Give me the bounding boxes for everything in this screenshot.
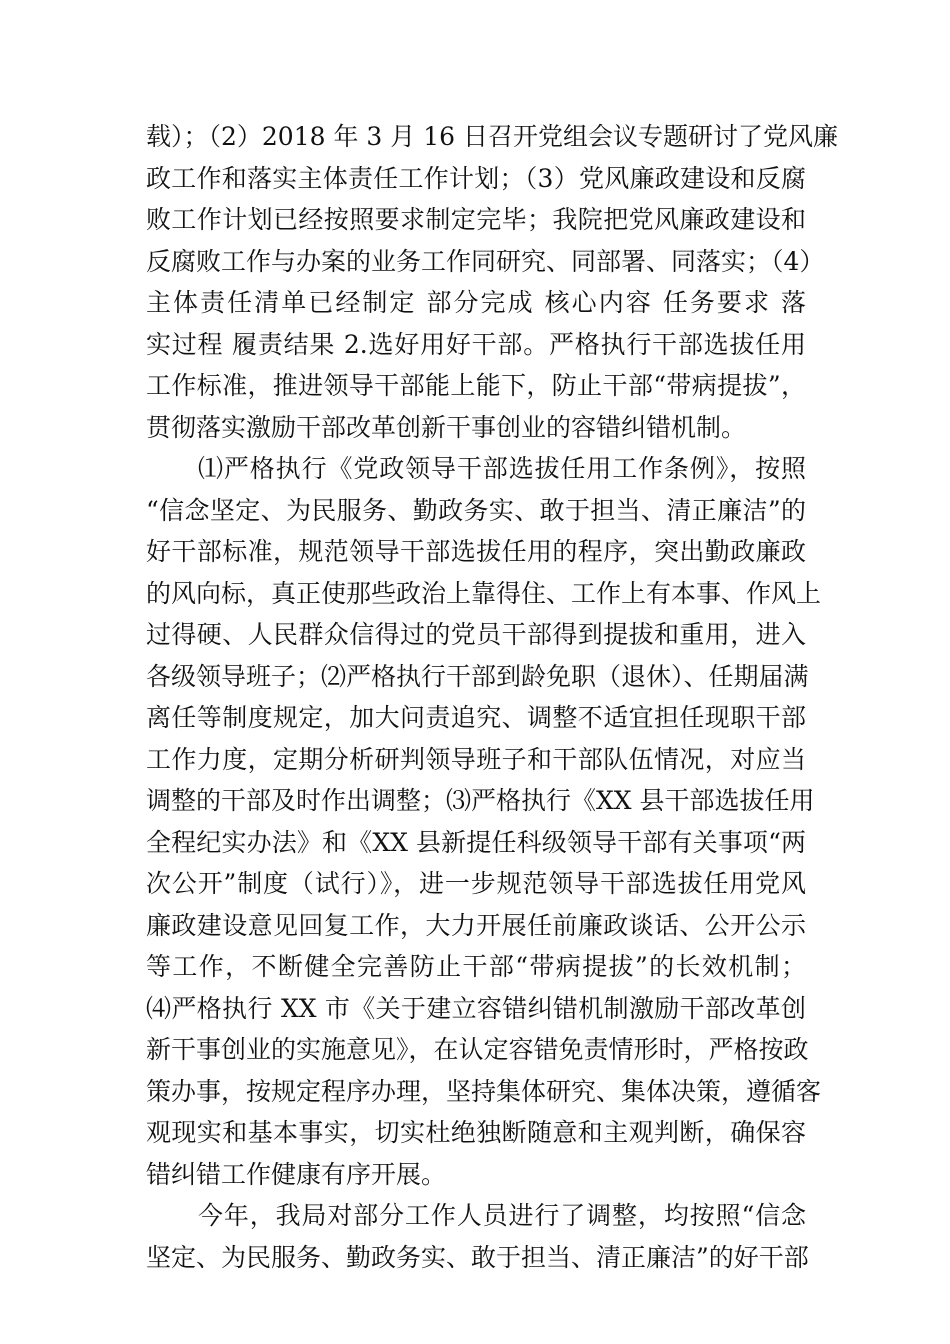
text-line: 今年，我局对部分工作人员进行了调整，均按照“信念 [198,1201,806,1230]
text-line: 新干事创业的实施意见》，在认定容错免责情形时，严格按政 [146,1035,809,1064]
text-line: “信念坚定、为民服务、勤政务实、敢于担当、清正廉洁”的 [146,495,806,525]
text-line: 次公开”制度（试行）》，进一步规范领导干部选拔任用党风 [146,869,806,898]
text-line: 过得硬、人民群众信得过的党员干部得到提拔和重用，进入 [146,620,806,649]
text-line: 政工作和落实主体责任工作计划；（3）党风廉政建设和反腐 [146,163,806,193]
document-body [146,116,838,1278]
text-line: ⑴严格执行《党政领导干部选拔任用工作条例》，按照 [198,454,806,483]
text-line: 策办事，按规定程序办理，坚持集体研究、集体决策，遵循客 [146,1076,822,1106]
text-line: 反腐败工作与办案的业务工作同研究、同部署、同落实；（4） [146,246,825,276]
text-line: 工作标准，推进领导干部能上能下，防止干部“带病提拔”， [146,371,806,400]
text-line: 坚定、为民服务、勤政务实、敢于担当、清正廉洁”的好干部 [146,1242,809,1272]
text-line: 全程纪实办法》和《XX 县新提任科级领导干部有关事项“两 [146,827,806,857]
text-line: 工作力度，定期分析研判领导班子和干部队伍情况，对应当 [146,744,806,774]
text-line: ⑷严格执行 XX 市《关于建立容错纠错机制激励干部改革创 [146,993,806,1023]
text-line: 廉政建设意见回复工作，大力开展任前廉政谈话、公开公示 [146,910,806,940]
text-line: 错纠错工作健康有序开展。 [146,1159,447,1189]
text-line: 败工作计划已经按照要求制定完毕；我院把党风廉政建设和 [146,205,806,234]
text-line: 等工作，不断健全完善防止干部“带病提拔”的长效机制； [146,952,806,981]
text-line: 调整的干部及时作出调整；⑶严格执行《XX 县干部选拔任用 [146,786,815,815]
text-line: 观现实和基本事实，切实杜绝独断随意和主观判断，确保容 [146,1118,806,1147]
text-line: 载）；（2）2018 年 3 月 16 日召开党组会议专题研讨了党风廉 [146,122,838,151]
text-line: 离任等制度规定，加大问责追究、调整不适宜担任现职干部 [146,703,806,732]
text-line: 各级领导班子；⑵严格执行干部到龄免职（退休）、任期届满 [146,661,809,691]
text-line: 好干部标准，规范领导干部选拔任用的程序，突出勤政廉政 [146,537,806,566]
text-line: 主体责任清单已经制定 部分完成 核心内容 任务要求 落 [146,288,806,317]
text-line: 贯彻落实激励干部改革创新干事创业的容错纠错机制。 [146,412,747,442]
text-line: 的风向标，真正使那些政治上靠得住、工作上有本事、作风上 [146,578,822,608]
text-line: 实过程 履责结果 2.选好用好干部。严格执行干部选拔任用 [146,329,806,359]
